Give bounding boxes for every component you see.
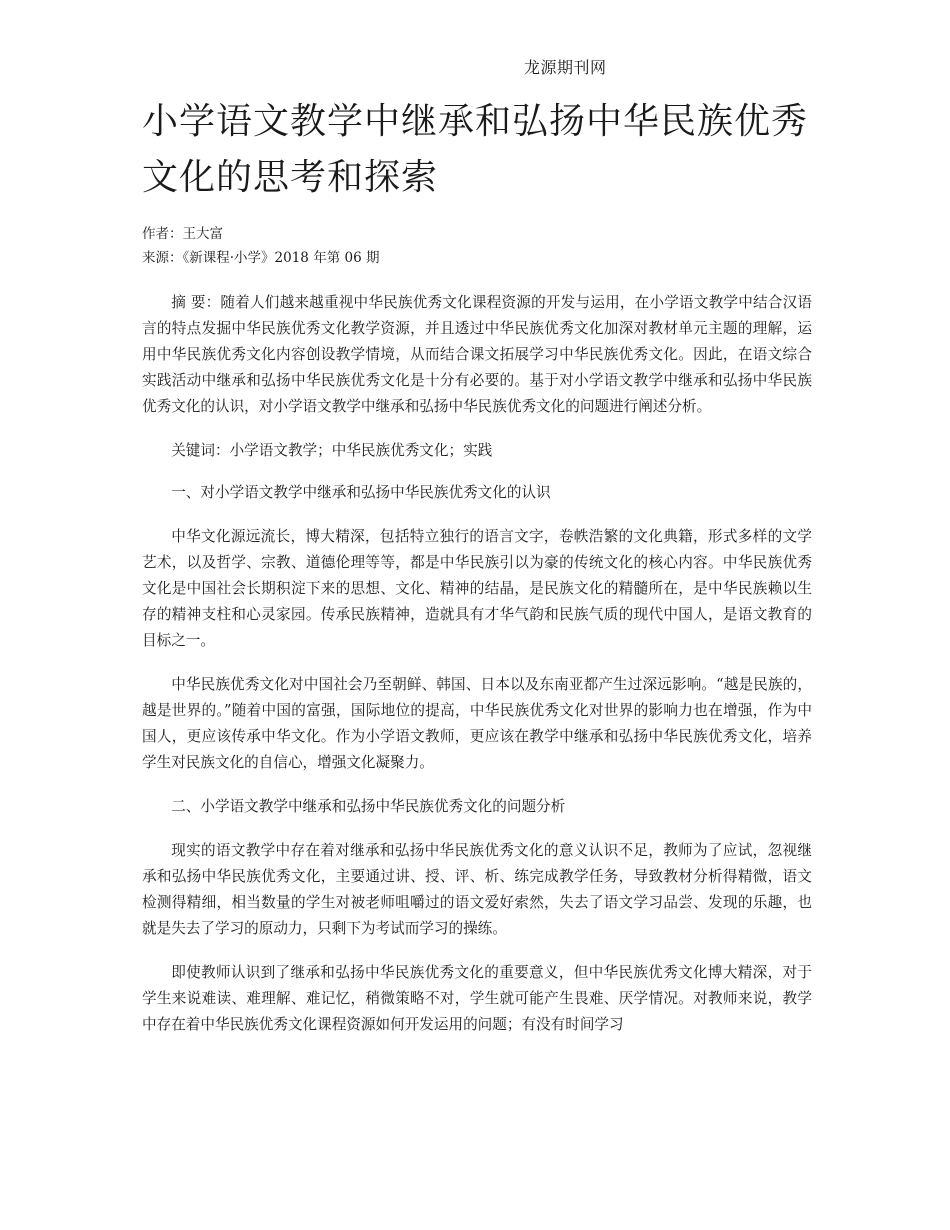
article-title: 小学语文教学中继承和弘扬中华民族优秀文化的思考和探索 xyxy=(142,101,809,198)
abstract-paragraph: 摘 要：随着人们越来越重视中华民族优秀文化课程资源的开发与运用，在小学语文教学中结合汉语言的特点发掘中华民族优秀文化教学资源，并且透过中华民族优秀文化加深对教材单元主题的理解，运用中华民族优秀文化内容创设教学情境，从而结合课文拓展学习中华民族优秀文化。因此，在语文综合实践活动中继承和弘扬中华民族优秀文化是十分有必要的。基于对小学语文教学中继承和弘扬中华民族优秀文化的认识，对小学语文教学中继承和弘扬中华民族优秀文化的问题进行阐述分析。 xyxy=(142,294,812,415)
section-heading-1: 一、对小学语文教学中继承和弘扬中华民族优秀文化的认识 xyxy=(171,484,551,501)
paragraph: 即使教师认识到了继承和弘扬中华民族优秀文化的重要意义，但中华民族优秀文化博大精深，对于学生来说难读、难理解、难记忆，稍微策略不对，学生就可能产生畏难、厌学情况。对教师来说，教学中存在着中华民族优秀文化课程资源如何开发运用的问题；有没有时间学习 xyxy=(142,964,812,1033)
site-name: 龙源期刊网 xyxy=(524,58,607,77)
article-source: 来源：《新课程·小学》2018 年第 06 期 xyxy=(142,250,380,266)
paragraph: 中华文化源远流长，博大精深，包括特立独行的语言文字，卷帙浩繁的文化典籍，形式多样的文学艺术，以及哲学、宗教、道德伦理等等，都是中华民族引以为豪的传统文化的核心内容。中华民族优秀文化是中国社会长期积淀下来的思想、文化、精神的结晶，是民族文化的精髓所在，是中华民族赖以生存的精神支柱和心灵家园。传承民族精神，造就具有才华气韵和民族气质的现代中国人，是语文教育的目标之一。 xyxy=(142,528,812,649)
article-body xyxy=(142,290,812,1056)
article-author: 作者：王大富 xyxy=(142,226,223,242)
section-heading-2: 二、小学语文教学中继承和弘扬中华民族优秀文化的问题分析 xyxy=(171,798,566,815)
paragraph: 中华民族优秀文化对中国社会乃至朝鲜、韩国、日本以及东南亚都产生过深远影响。“越是民族的，越是世界的。”随着中国的富强，国际地位的提高，中华民族优秀文化对世界的影响力也在增强，作为中国人，更应该传承中华文化。作为小学语文教师，更应该在教学中继承和弘扬中华民族优秀文化，培养学生对民族文化的自信心，增强文化凝聚力。 xyxy=(142,676,812,771)
keywords-paragraph: 关键词：小学语文教学；中华民族优秀文化；实践 xyxy=(171,442,493,459)
paragraph: 现实的语文教学中存在着对继承和弘扬中华民族优秀文化的意义认识不足，教师为了应试，忽视继承和弘扬中华民族优秀文化，主要通过讲、授、评、析、练完成教学任务，导致教材分析得精微，语文检测得精细，相当数量的学生对被老师咀嚼过的语文爱好索然，失去了语文学习品尝、发现的乐趣，也就是失去了学习的原动力，只剩下为考试而学习的操练。 xyxy=(142,842,812,937)
